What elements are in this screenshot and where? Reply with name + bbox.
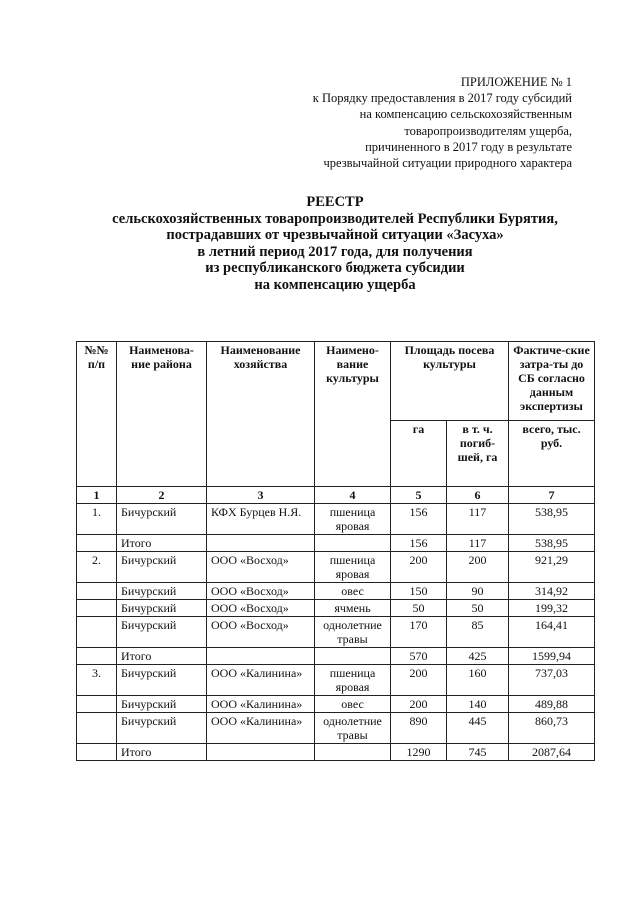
cell-area-lost: 445	[447, 713, 509, 744]
column-number: 6	[447, 487, 509, 504]
cell-total: 860,73	[509, 713, 595, 744]
cell-num	[77, 648, 117, 665]
cell-district: Бичурский	[117, 504, 207, 535]
header-row	[77, 342, 595, 421]
cell-num	[77, 713, 117, 744]
header-district: Наименова-ние района	[117, 342, 207, 487]
cell-area-lost: 200	[447, 552, 509, 583]
table-row	[77, 713, 595, 744]
cell-farm	[207, 648, 315, 665]
column-number: 1	[77, 487, 117, 504]
cell-area-ha: 170	[391, 617, 447, 648]
cell-farm: ООО «Восход»	[207, 552, 315, 583]
appendix-line: ПРИЛОЖЕНИЕ № 1	[460, 75, 572, 89]
header-costs-total: всего, тыс. руб.	[509, 421, 595, 487]
cell-area-ha: 156	[391, 504, 447, 535]
header-num: №№ п/п	[77, 342, 117, 487]
cell-district: Бичурский	[117, 617, 207, 648]
appendix-line: товаропроизводителям ущерба,	[404, 123, 572, 138]
document-title	[60, 194, 610, 294]
cell-area-lost: 117	[447, 535, 509, 552]
cell-area-ha: 200	[391, 665, 447, 696]
header-area-ha: га	[391, 421, 447, 487]
cell-total: 199,32	[509, 600, 595, 617]
column-number: 3	[207, 487, 315, 504]
cell-area-lost: 85	[447, 617, 509, 648]
cell-area-lost: 50	[447, 600, 509, 617]
table-row	[77, 504, 595, 535]
appendix-line: причиненного в 2017 году в результате	[365, 139, 572, 154]
table-row	[77, 648, 595, 665]
cell-area-lost: 140	[447, 696, 509, 713]
title-line: РЕЕСТР	[306, 194, 364, 210]
cell-crop: овес	[315, 583, 391, 600]
cell-crop: пшеница яровая	[315, 504, 391, 535]
cell-district: Итого	[117, 648, 207, 665]
cell-total: 2087,64	[509, 744, 595, 761]
cell-farm: ООО «Калинина»	[207, 713, 315, 744]
cell-num: 2.	[77, 552, 117, 583]
cell-total: 538,95	[509, 535, 595, 552]
cell-total: 737,03	[509, 665, 595, 696]
table-row	[77, 744, 595, 761]
cell-crop: овес	[315, 696, 391, 713]
cell-num: 1.	[77, 504, 117, 535]
table-row	[77, 583, 595, 600]
cell-num	[77, 600, 117, 617]
header-crop: Наимено-вание культуры	[315, 342, 391, 487]
cell-crop	[315, 744, 391, 761]
title-line: из республиканского бюджета субсидии	[205, 260, 465, 277]
cell-district: Бичурский	[117, 600, 207, 617]
cell-crop	[315, 648, 391, 665]
cell-area-ha: 150	[391, 583, 447, 600]
appendix-line: чрезвычайной ситуации природного характера	[323, 156, 572, 171]
cell-farm: ООО «Калинина»	[207, 665, 315, 696]
cell-farm: ООО «Калинина»	[207, 696, 315, 713]
cell-crop: пшеница яровая	[315, 665, 391, 696]
cell-area-lost: 160	[447, 665, 509, 696]
cell-total: 1599,94	[509, 648, 595, 665]
header-costs: Фактиче-ские затра-ты до СБ согласно данным экспертизы	[509, 342, 595, 421]
table-row	[77, 600, 595, 617]
column-number: 7	[509, 487, 595, 504]
appendix-note	[172, 74, 572, 171]
cell-area-ha: 156	[391, 535, 447, 552]
cell-area-lost: 745	[447, 744, 509, 761]
cell-crop: пшеница яровая	[315, 552, 391, 583]
cell-area-ha: 890	[391, 713, 447, 744]
column-number: 5	[391, 487, 447, 504]
cell-crop: однолетние травы	[315, 617, 391, 648]
column-number: 4	[315, 487, 391, 504]
registry-table	[76, 341, 595, 761]
cell-crop: однолетние травы	[315, 713, 391, 744]
column-number: 2	[117, 487, 207, 504]
cell-total: 538,95	[509, 504, 595, 535]
cell-district: Бичурский	[117, 665, 207, 696]
cell-crop	[315, 535, 391, 552]
table-row	[77, 665, 595, 696]
title-line: в летний период 2017 года, для получения	[197, 243, 473, 260]
table-row	[77, 535, 595, 552]
appendix-line: к Порядку предоставления в 2017 году субсидий	[312, 91, 572, 106]
cell-crop: ячмень	[315, 600, 391, 617]
cell-area-lost: 425	[447, 648, 509, 665]
cell-farm: КФХ Бурцев Н.Я.	[207, 504, 315, 535]
table-row	[77, 696, 595, 713]
cell-area-lost: 117	[447, 504, 509, 535]
cell-total: 164,41	[509, 617, 595, 648]
cell-farm: ООО «Восход»	[207, 583, 315, 600]
cell-total: 314,92	[509, 583, 595, 600]
cell-farm: ООО «Восход»	[207, 600, 315, 617]
header-area-lost: в т. ч. погиб-шей, га	[447, 421, 509, 487]
cell-district: Бичурский	[117, 552, 207, 583]
appendix-line: на компенсацию сельскохозяйственным	[359, 107, 572, 122]
cell-num	[77, 535, 117, 552]
cell-num: 3.	[77, 665, 117, 696]
table-row	[77, 552, 595, 583]
title-line: на компенсацию ущерба	[254, 276, 416, 293]
cell-area-ha: 570	[391, 648, 447, 665]
cell-farm	[207, 744, 315, 761]
title-line: сельскохозяйственных товаропроизводителей Республики Бурятия,	[112, 210, 558, 227]
cell-district: Бичурский	[117, 583, 207, 600]
cell-total: 489,88	[509, 696, 595, 713]
table-row	[77, 617, 595, 648]
cell-total: 921,29	[509, 552, 595, 583]
cell-num	[77, 583, 117, 600]
header-area: Площадь посева культуры	[391, 342, 509, 421]
cell-district: Итого	[117, 744, 207, 761]
cell-area-ha: 1290	[391, 744, 447, 761]
column-numbers-row	[77, 487, 595, 504]
cell-area-ha: 200	[391, 696, 447, 713]
cell-area-ha: 200	[391, 552, 447, 583]
cell-num	[77, 617, 117, 648]
cell-area-lost: 90	[447, 583, 509, 600]
cell-district: Бичурский	[117, 713, 207, 744]
title-line: пострадавших от чрезвычайной ситуации «Засуха»	[166, 227, 504, 244]
cell-farm: ООО «Восход»	[207, 617, 315, 648]
header-farm: Наименование хозяйства	[207, 342, 315, 487]
cell-num	[77, 744, 117, 761]
cell-district: Итого	[117, 535, 207, 552]
cell-area-ha: 50	[391, 600, 447, 617]
cell-district: Бичурский	[117, 696, 207, 713]
cell-farm	[207, 535, 315, 552]
cell-num	[77, 696, 117, 713]
